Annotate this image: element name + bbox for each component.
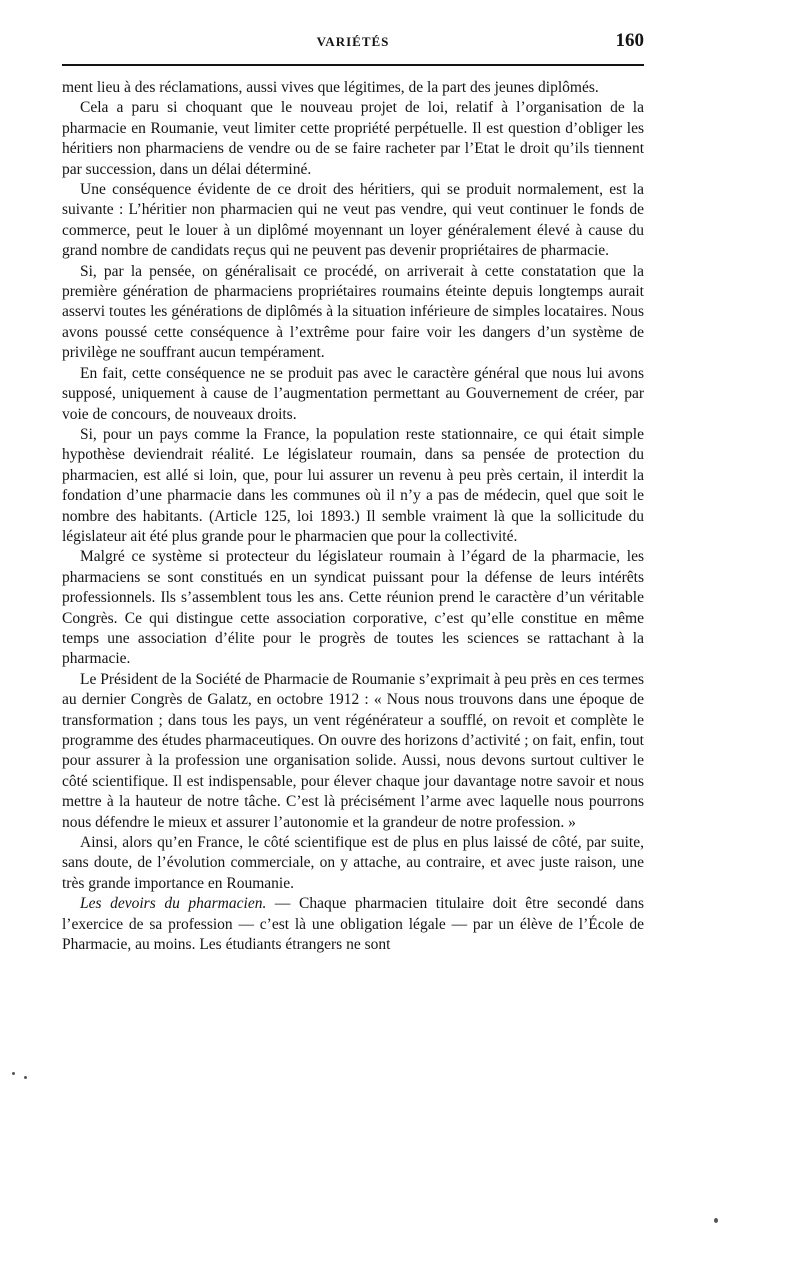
paragraph-10-text: — Chaque pharmacien titulaire doit être secondé dans l’exercice de sa profession — c’est là une obligation légale — par un élève de l’École de Pharmacie, au moins. Les étudiants étrangers ne sont	[62, 895, 644, 954]
body-text	[62, 78, 644, 955]
page-number: 160	[615, 30, 644, 51]
scan-speck	[24, 1076, 27, 1079]
paragraph-9: Ainsi, alors qu’en France, le côté scientifique est de plus en plus laissé de côté, par suite, sans doute, de l’évolution commerciale, on y attache, au contraire, et avec juste raison, une très grande importance en Roumanie.	[62, 834, 644, 892]
section-heading: Les devoirs du pharmacien.	[80, 895, 267, 913]
paragraph-8: Le Président de la Société de Pharmacie de Roumanie s’exprimait à peu près en ces termes au dernier Congrès de Galatz, en octobre 1912 : « Nous nous trouvons dans une époque de transformation ; dans tous les pays, un vent régénérateur a soufflé, on revoit et complète le programme des études pharmaceutiques. On ouvre des horizons d’activité ; on fait, enfin, tout pour assurer à la profession une organisation solide. Aussi, nous devons surtout cultiver le côté scientifique. Il est indispensable, pour élever chaque jour davantage notre savoir et nous mettre à la hauteur de notre tâche. C’est là précisément l’arme avec laquelle nous pourrons nous défendre le mieux et assurer l’autonomie et la grandeur de notre profession. »	[62, 670, 644, 831]
paragraph-7: Malgré ce système si protecteur du législateur roumain à l’égard de la pharmacie, les pharmaciens se sont constitués en un syndicat puissant pour la défense de leurs intérêts professionnels. Ils s’assemblent tous les ans. Cette réunion prend le caractère d’un véritable Congrès. Ce qui distingue cette association corporative, c’est qu’elle constitue en même temps une association d’élite pour le progrès de toutes les sciences se rattachant à la pharmacie.	[62, 548, 644, 668]
scan-speck	[12, 1072, 15, 1075]
paragraph-2: Cela a paru si choquant que le nouveau projet de loi, relatif à l’organisation de la pharmacie en Roumanie, veut limiter cette propriété perpétuelle. Il est question d’obliger les héritiers non pharmaciens de vendre ou de se faire racheter par l’Etat le droit qu’ils tiennent par succession, dans un délai déterminé.	[62, 99, 644, 178]
paragraph-5: En fait, cette conséquence ne se produit pas avec le caractère général que nous lui avons supposé, uniquement à cause de l’augmentation permettant au Gouvernement de créer, par voie de concours, de nouveaux droits.	[62, 364, 644, 423]
paragraph-4: Si, par la pensée, on généralisait ce procédé, on arriverait à cette constatation que la première génération de pharmaciens propriétaires roumains éteinte depuis longtemps aurait asservi toutes les générations de diplômés à la situation inférieure de simples locataires. Nous avons poussé cette conséquence à l’extrême pour faire voir les dangers d’un système de privilège ne souffrant aucun tempérament.	[62, 262, 644, 362]
running-title: VARIÉTÉS	[316, 34, 390, 49]
page-header	[62, 30, 644, 56]
paragraph-3: Une conséquence évidente de ce droit des héritiers, qui se produit normalement, est la suivante : L’héritier non pharmacien qui ne veut pas vendre, qui veut continuer le fonds de commerce, peut le louer à un diplômé moyennant un loyer généralement élevé à cause du grand nombre de candidats reçus qui ne peuvent pas devenir propriétaires de pharmacie.	[62, 181, 644, 260]
paragraph-1: ment lieu à des réclamations, aussi vives que légitimes, de la part des jeunes diplômés.	[62, 79, 599, 96]
paragraph-10	[62, 894, 644, 955]
header-rule	[62, 64, 644, 66]
scan-speck	[714, 1218, 718, 1223]
paragraph-6: Si, pour un pays comme la France, la population reste stationnaire, ce qui était simple hypothèse deviendrait réalité. Le législateur roumain, dans sa pensée de protection du pharmacien, est allé si loin, que, pour lui assurer un revenu à peu près certain, il interdit la fondation d’une pharmacie dans les communes où il n’y a pas de médecin, quel que soit le nombre des habitants. (Article 125, loi 1893.) Il semble vraiment là que la sollicitude du législateur ait été plus grande pour le pharmacien que pour la collectivité.	[62, 425, 644, 545]
